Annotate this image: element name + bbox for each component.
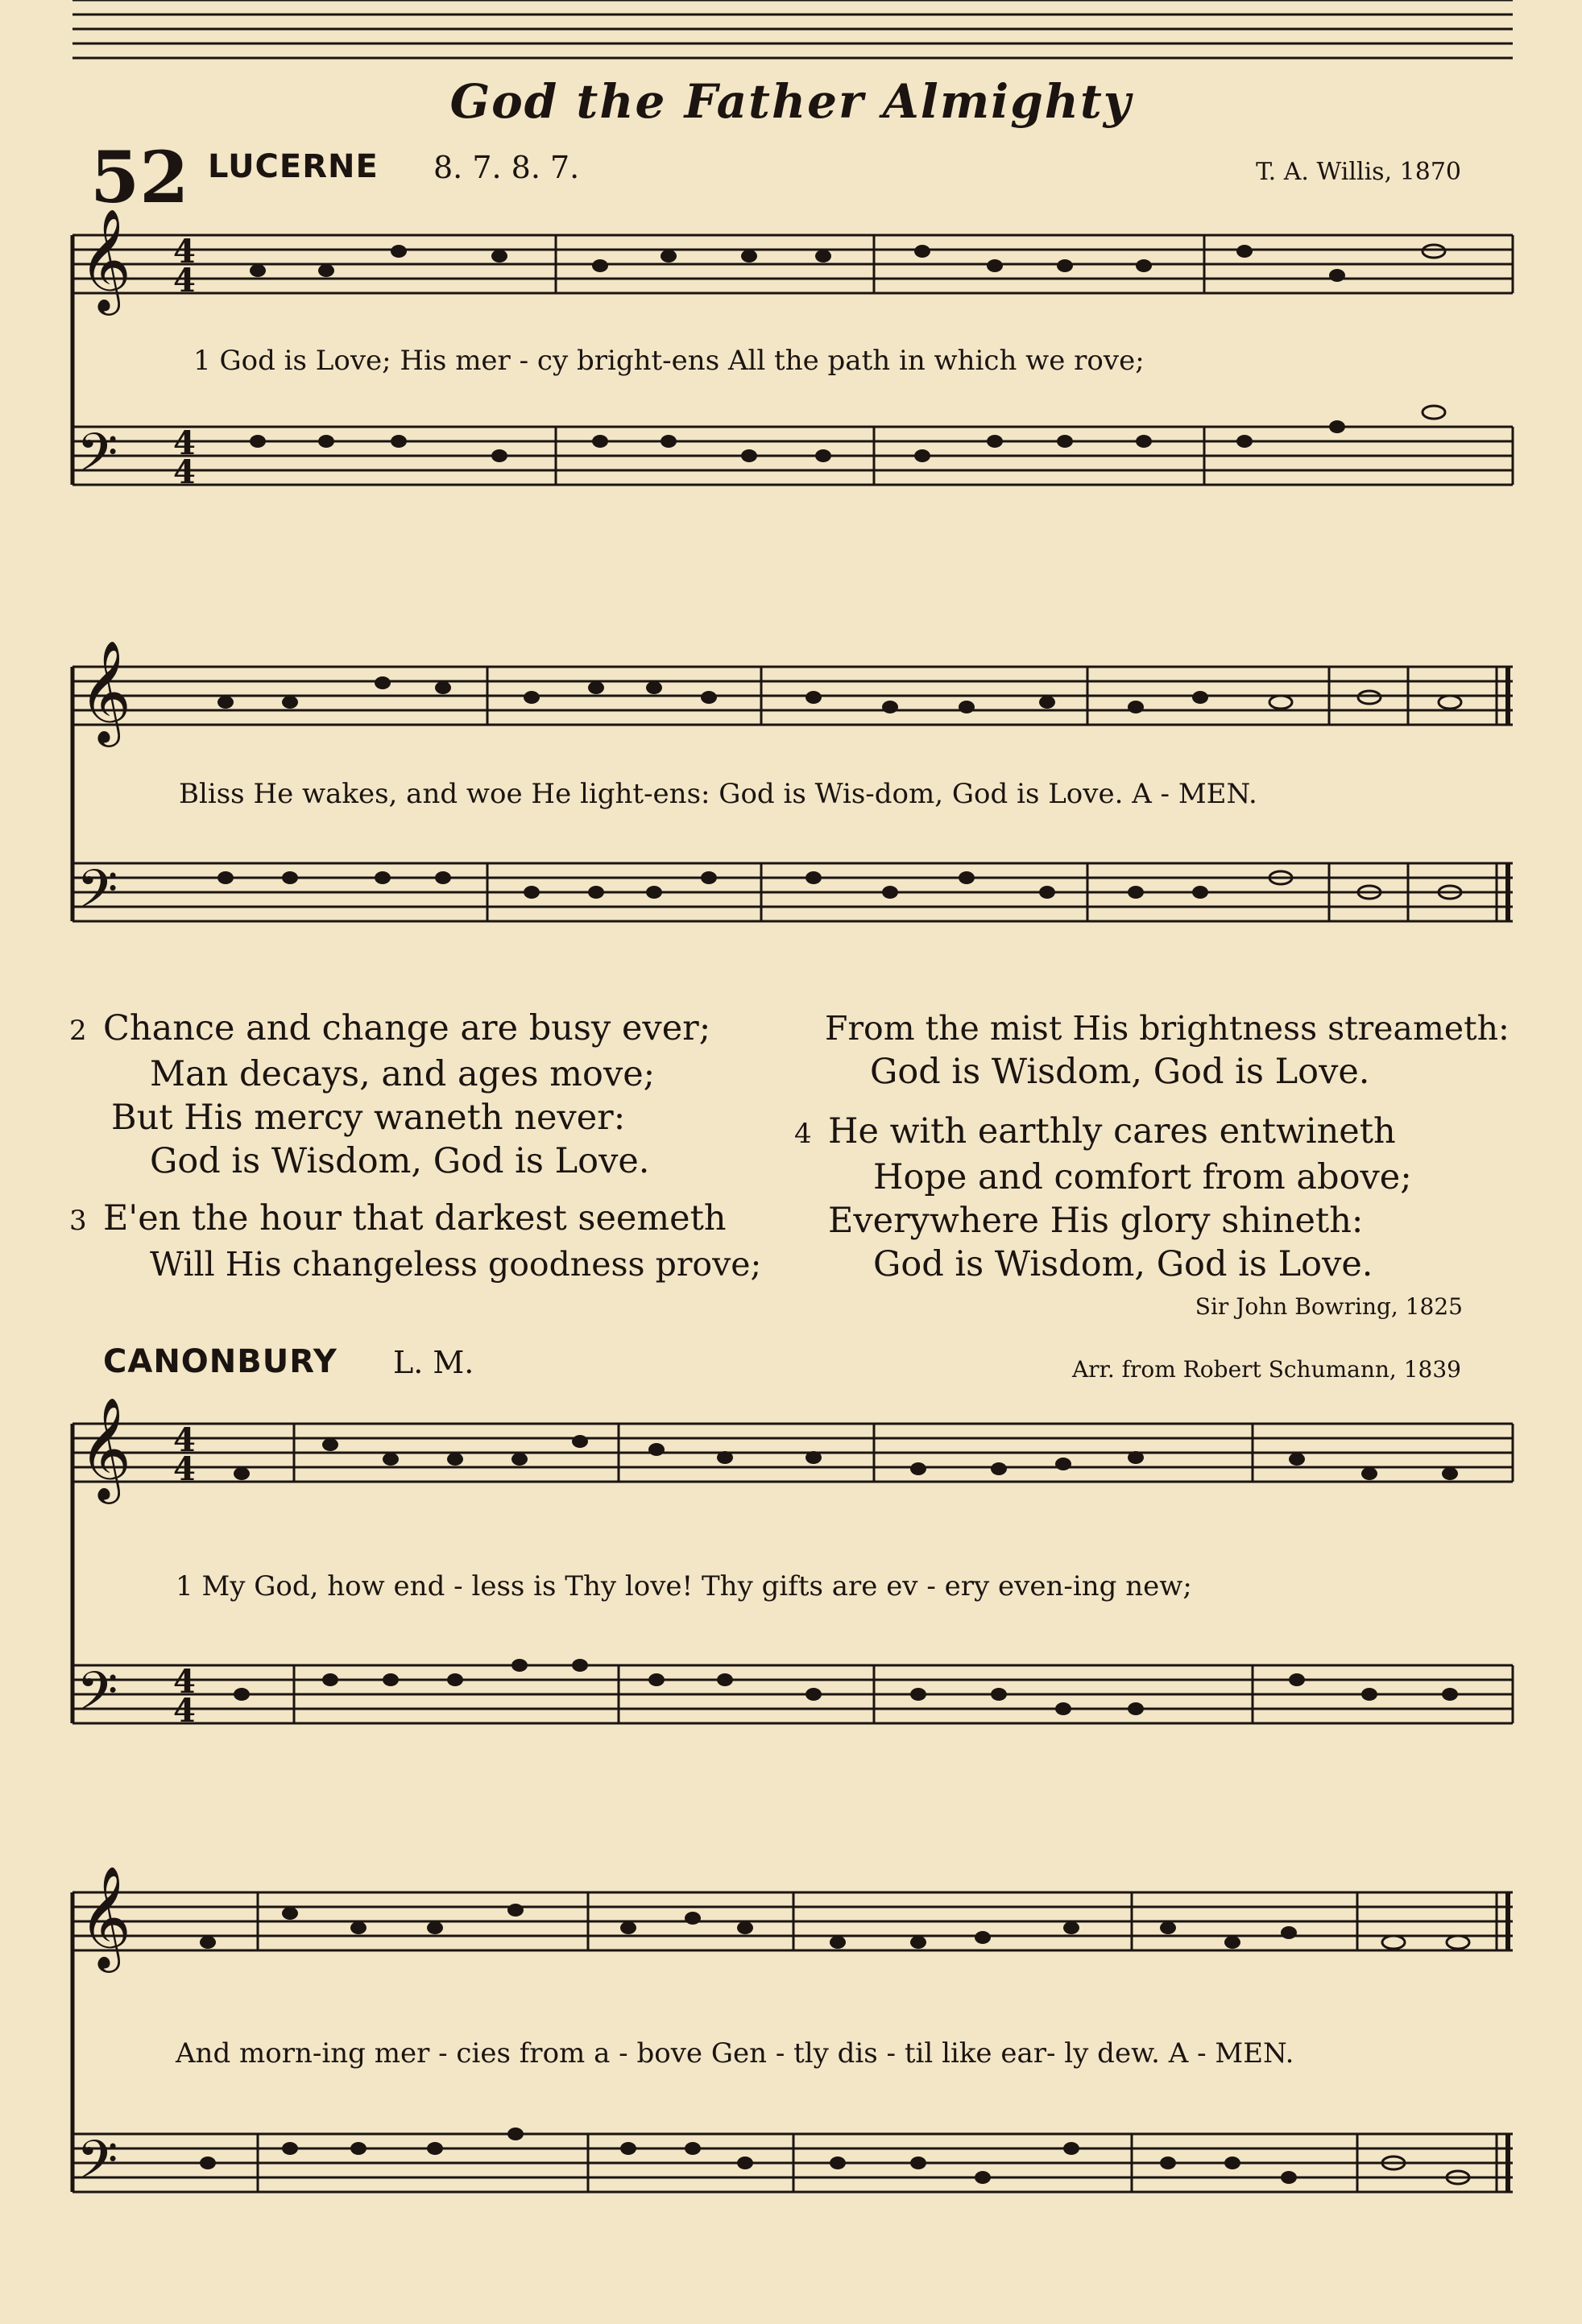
canonbury-lyrics-line-2: And morn-ing mer - cies from a - bove Gen - tly dis - til like ear- ly dew. A - MEN. xyxy=(176,2037,1294,2070)
verse-line: God is Wisdom, God is Love. xyxy=(873,1244,1373,1284)
verse-line: God is Wisdom, God is Love. xyxy=(150,1141,650,1181)
svg-text:4: 4 xyxy=(173,233,196,271)
verse-3-continued xyxy=(825,1007,1510,1094)
arranger-credit: Arr. from Robert Schumann, 1839 xyxy=(1071,1356,1461,1383)
tune-name-canonbury: CANONBURY xyxy=(103,1343,338,1380)
lucerne-lyrics-line-1: 1 God is Love; His mer - cy bright-ens All the path in which we rove; xyxy=(193,345,1145,377)
svg-text:4: 4 xyxy=(173,262,196,300)
verse-line: Will His changeless goodness prove; xyxy=(150,1245,762,1284)
verse-number: 2 xyxy=(69,1015,87,1047)
svg-text:𝄢: 𝄢 xyxy=(77,858,118,933)
verse-2 xyxy=(69,1007,710,1183)
svg-text:𝄢: 𝄢 xyxy=(77,2129,118,2204)
svg-text:4: 4 xyxy=(173,1663,196,1701)
verse-4 xyxy=(794,1110,1412,1286)
svg-text:𝄞: 𝄞 xyxy=(79,208,132,311)
section-title: God the Father Almighty xyxy=(449,74,1133,129)
svg-text:4: 4 xyxy=(173,1450,196,1488)
svg-text:4: 4 xyxy=(173,424,196,462)
svg-text:4: 4 xyxy=(173,1692,196,1730)
hymn-number: 52 xyxy=(90,135,189,219)
svg-text:𝄞: 𝄞 xyxy=(79,1865,132,1968)
composer-credit: T. A. Willis, 1870 xyxy=(1256,158,1461,186)
svg-text:𝄞: 𝄞 xyxy=(79,1396,132,1499)
verse-line: He with earthly cares entwineth xyxy=(828,1111,1396,1152)
verse-line: God is Wisdom, God is Love. xyxy=(870,1052,1370,1092)
verse-line: Man decays, and ages move; xyxy=(150,1054,656,1094)
svg-text:4: 4 xyxy=(173,453,196,491)
meter-lucerne: 8. 7. 8. 7. xyxy=(433,150,580,185)
svg-text:4: 4 xyxy=(173,1421,196,1459)
svg-text:𝄢: 𝄢 xyxy=(77,1660,118,1735)
verse-number: 4 xyxy=(794,1118,812,1150)
verse-line: Hope and comfort from above; xyxy=(873,1157,1412,1197)
meter-canonbury: L. M. xyxy=(393,1345,474,1380)
lucerne-lyrics-line-2: Bliss He wakes, and woe He light-ens: God is Wis-dom, God is Love. A - MEN. xyxy=(179,778,1257,810)
author-credit: Sir John Bowring, 1825 xyxy=(1195,1293,1463,1320)
canonbury-lyrics-line-1: 1 My God, how end - less is Thy love! Thy gifts are ev - ery even-ing new; xyxy=(176,1570,1192,1602)
verse-line: E'en the hour that darkest seemeth xyxy=(103,1198,727,1239)
svg-text:𝄢: 𝄢 xyxy=(77,422,118,497)
verse-line: But His mercy waneth never: xyxy=(111,1098,626,1138)
verse-line: Everywhere His glory shineth: xyxy=(828,1201,1364,1241)
verse-number: 3 xyxy=(69,1205,87,1237)
tune-name-lucerne: LUCERNE xyxy=(208,148,379,185)
verse-3 xyxy=(69,1197,761,1286)
verse-line: Chance and change are busy ever; xyxy=(103,1008,711,1048)
verse-line: From the mist His brightness streameth: xyxy=(825,1009,1510,1048)
svg-text:𝄞: 𝄞 xyxy=(79,639,132,742)
